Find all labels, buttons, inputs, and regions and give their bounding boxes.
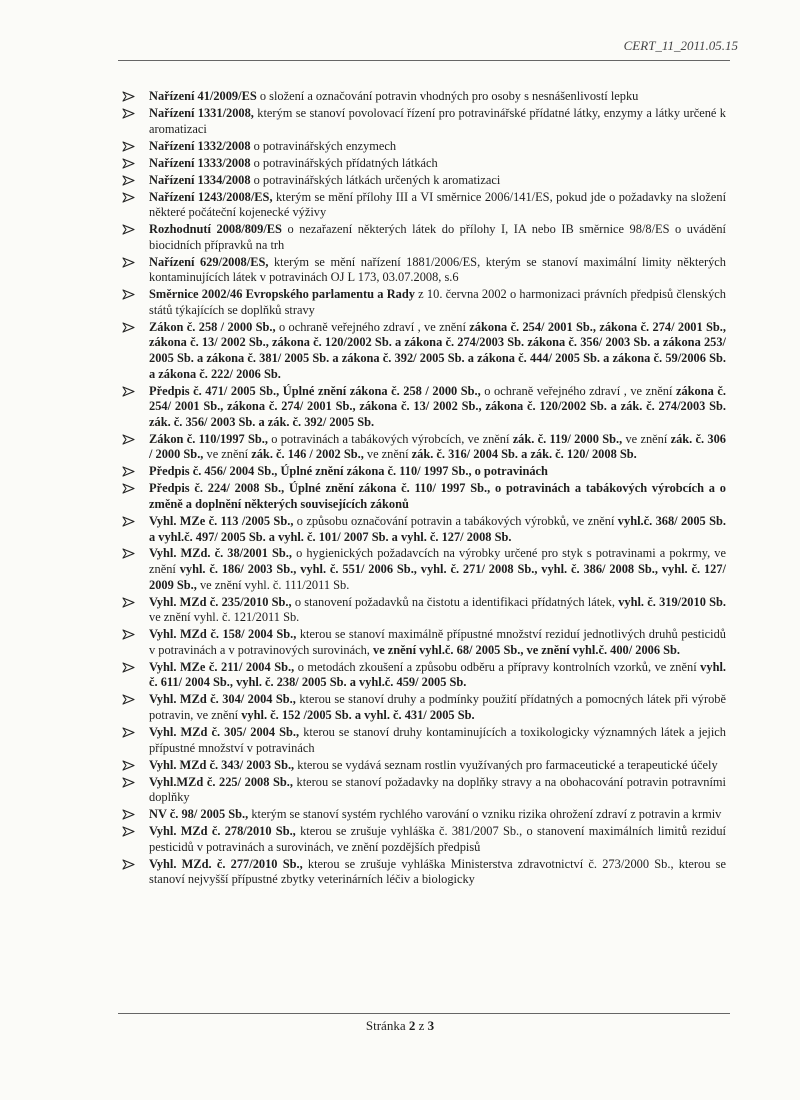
list-item: [118, 287, 726, 318]
item-title: zákona č. 254/ 2001 Sb., zákona č. 274/ 2001 Sb., zákona č. 13/ 2002 Sb., zákona č. 120/2002 Sb. a zák. č. 274/2003 Sb. zák. č. 356/ 2003 Sb. a zák. č. 392/ 2005 Sb.: [149, 383, 726, 429]
page-total: 3: [427, 1018, 435, 1033]
item-title: Nařízení 629/2008/ES,: [149, 254, 269, 269]
list-item: [118, 89, 726, 105]
item-text: o potravinách a tabákových výrobcích, ve znění: [267, 431, 513, 446]
arrow-bullet-icon: [122, 141, 135, 152]
list-item: [118, 464, 726, 480]
arrow-bullet-icon: [122, 516, 135, 527]
arrow-bullet-icon: [122, 322, 135, 333]
list-item: [118, 173, 726, 189]
item-text: o složení a označování potravin vhodných pro osoby s nesnášenlivostí lepku: [256, 89, 639, 103]
item-text: o potravinářských enzymech: [250, 138, 397, 153]
item-title: Zákon č. 110/1997 Sb.,: [149, 431, 268, 446]
item-text: o nezařazení některých látek do přílohy I, IA nebo IB směrnice 98/8/ES o uvádění biocidních přípravků na trh: [149, 222, 727, 252]
arrow-bullet-icon: [122, 91, 135, 102]
item-text: ve znění: [203, 447, 252, 462]
arrow-bullet-icon: [122, 662, 135, 673]
arrow-bullet-icon: [122, 158, 135, 169]
item-text: z 10. června 2002 o harmonizaci právních předpisů členských států týkajících se doplňků stravy: [149, 287, 726, 317]
item-text: o potravinářských přídatných látkách: [250, 155, 438, 170]
arrow-bullet-icon: [122, 289, 135, 300]
page-number: [0, 1018, 800, 1034]
page-label: Stránka: [365, 1018, 406, 1033]
list-item: [118, 546, 726, 593]
item-title: vyhl.č. 368/ 2005 Sb. a vyhl.č. 497/ 2005 Sb. a vyhl. č. 101/ 2007 Sb. a vyhl. č. 127/ 2008 Sb.: [149, 513, 726, 544]
item-title: Vyhl. MZd. č. 277/2010 Sb.,: [149, 856, 303, 871]
list-item: [118, 481, 726, 512]
item-title: Vyhl. MZd č. 343/ 2003 Sb.,: [149, 757, 295, 772]
list-item: [118, 106, 726, 137]
item-text: kterou se zrušuje vyhláška č. 381/2007 Sb., o stanovení maximálních limitů reziduí pesticidů v potravinách a surovinách, ve znění pozdějších předpisů: [149, 824, 727, 854]
arrow-bullet-icon: [122, 224, 135, 235]
item-title: ve znění vyhl.č. 68/ 2005 Sb., ve znění vyhl.č. 400/ 2006 Sb.: [373, 642, 681, 657]
list-item: [118, 156, 726, 172]
item-text: ve znění vyhl. č. 111/2011 Sb.: [196, 577, 350, 592]
list-item: [118, 190, 726, 221]
list-item: [118, 514, 726, 545]
item-text: o ochraně veřejného zdraví , ve znění: [480, 383, 676, 398]
page-current: 2: [408, 1018, 416, 1033]
item-text: kterým se mění přílohy III a VI směrnice 2006/141/ES, pokud jde o požadavky na složení některé počáteční kojenecké výživy: [149, 189, 727, 220]
item-title: Předpis č. 471/ 2005 Sb., Úplné znění zákona č. 258 / 2000 Sb.,: [149, 383, 481, 398]
item-title: Nařízení 1331/2008,: [149, 105, 254, 120]
arrow-bullet-icon: [122, 483, 135, 494]
list-item: [118, 660, 726, 691]
item-title: Vyhl. MZd č. 278/2010 Sb.,: [149, 824, 296, 839]
item-text: kterou se vydává seznam rostlin využívaných pro farmaceutické a terapeutické účely: [294, 757, 718, 772]
item-text: o způsobu označování potravin a tabákových výrobků, ve znění: [293, 513, 618, 528]
page-separator: z: [418, 1018, 425, 1033]
list-item: [118, 775, 726, 806]
list-item: [118, 857, 726, 888]
list-item: [118, 320, 726, 382]
item-title: vyhl. č. 186/ 2003 Sb., vyhl. č. 551/ 2006 Sb., vyhl. č. 271/ 2008 Sb., vyhl. č. 386/ 2008 Sb., vyhl. č. 127/ 2009 Sb.,: [149, 562, 726, 592]
item-text: kterým se stanoví systém rychlého varování o vzniku rizika ohrožení zdraví z potravin a krmiv: [248, 807, 722, 822]
arrow-bullet-icon: [122, 108, 135, 119]
arrow-bullet-icon: [122, 727, 135, 738]
item-text: kterou se stanoví požadavky na doplňky stravy a na obohacování potravin potravními doplňky: [149, 774, 726, 805]
item-text: kterou se stanoví druhy kontaminujících a toxikologicky významných látek a jejich přípustné množství v potravinách: [149, 724, 726, 755]
item-text: ve znění: [622, 431, 671, 446]
item-text: ve znění: [363, 447, 412, 462]
item-title: NV č. 98/ 2005 Sb.,: [149, 807, 249, 822]
arrow-bullet-icon: [122, 175, 135, 186]
item-title: Vyhl. MZd. č. 38/2001 Sb.,: [149, 546, 292, 561]
item-title: Vyhl. MZd č. 305/ 2004 Sb.,: [149, 724, 300, 739]
arrow-bullet-icon: [122, 597, 135, 608]
item-text: o ochraně veřejného zdraví , ve znění: [275, 319, 470, 334]
item-title: vyhl. č. 611/ 2004 Sb., vyhl. č. 238/ 2005 Sb. a vyhl.č. 459/ 2005 Sb.: [149, 659, 726, 690]
item-text: o stanovení požadavků na čistotu a identifikaci přídatných látek,: [291, 594, 619, 609]
arrow-bullet-icon: [122, 386, 135, 397]
item-title: zák. č. 119/ 2000 Sb.,: [512, 431, 623, 446]
item-text: o metodách zkoušení a způsobu odběru a přípravy kontrolních vzorků, ve znění: [294, 659, 701, 674]
item-title: Nařízení 1334/2008: [149, 172, 251, 187]
footer-rule: [118, 1013, 730, 1014]
item-title: vyhl. č. 319/2010 Sb.: [618, 594, 727, 609]
item-title: Vyhl.MZd č. 225/ 2008 Sb.,: [149, 774, 293, 789]
arrow-bullet-icon: [122, 629, 135, 640]
list-item: [118, 725, 726, 756]
item-title: Předpis č. 224/ 2008 Sb., Úplné znění zákona č. 110/ 1997 Sb., o potravinách a tabákových výrobcích a o změně a doplnění některých souvisejících zákonů: [149, 481, 726, 511]
legislation-list: [118, 89, 726, 889]
arrow-bullet-icon: [122, 694, 135, 705]
arrow-bullet-icon: [122, 777, 135, 788]
document-reference: CERT_11_2011.05.15: [623, 38, 738, 53]
arrow-bullet-icon: [122, 466, 135, 477]
list-item: [118, 627, 726, 658]
arrow-bullet-icon: [122, 859, 135, 870]
item-text: kterou se stanoví druhy a podmínky použití přídatných a pomocných látek při výrobě potravin, ve znění: [149, 692, 726, 722]
item-text: kterou se stanoví maximálně přípustné množství reziduí jednotlivých druhů pesticidů v potravinách a v potravinových surovinách,: [149, 627, 726, 657]
item-title: Vyhl. MZe č. 113 /2005 Sb.,: [149, 513, 294, 528]
item-title: Nařízení 41/2009/ES: [149, 89, 257, 103]
item-text: kterým se mění nařízení 1881/2006/ES, kterým se stanoví maximální limity některých kontaminujících látek v potravinách OJ L 173, 03.07.2008, s.6: [149, 254, 726, 285]
item-title: zák. č. 146 / 2002 Sb.,: [251, 447, 364, 462]
header-rule: [118, 60, 730, 61]
item-title: Vyhl. MZd č. 158/ 2004 Sb.,: [149, 627, 297, 642]
item-title: Vyhl. MZe č. 211/ 2004 Sb.,: [149, 659, 295, 674]
list-item: [118, 255, 726, 286]
item-title: Rozhodnutí 2008/809/ES: [149, 222, 282, 237]
item-title: Směrnice 2002/46 Evropského parlamentu a Rady: [149, 287, 415, 302]
arrow-bullet-icon: [122, 809, 135, 820]
arrow-bullet-icon: [122, 257, 135, 268]
list-item: [118, 139, 726, 155]
arrow-bullet-icon: [122, 760, 135, 771]
item-text: o potravinářských látkách určených k aromatizaci: [250, 172, 501, 187]
item-title: Nařízení 1333/2008: [149, 155, 251, 170]
item-text: ve znění vyhl. č. 121/2011 Sb.: [149, 610, 300, 625]
item-title: Předpis č. 456/ 2004 Sb., Úplné znění zákona č. 110/ 1997 Sb., o potravinách: [149, 464, 548, 479]
item-text: kterou se zrušuje vyhláška Ministerstva zdravotnictví č. 273/2000 Sb., kterou se stanoví nejvyšší přípustné zbytky veterinárních léčiv a biologicky: [149, 856, 726, 887]
list-item: [118, 807, 726, 823]
list-item: [118, 432, 726, 463]
arrow-bullet-icon: [122, 826, 135, 837]
list-item: [118, 758, 726, 774]
list-item: [118, 384, 726, 431]
item-title: zák. č. 316/ 2004 Sb. a zák. č. 120/ 2008 Sb.: [411, 447, 637, 462]
item-title: Vyhl. MZd č. 235/2010 Sb.,: [149, 594, 292, 609]
item-title: vyhl. č. 152 /2005 Sb. a vyhl. č. 431/ 2005 Sb.: [241, 707, 475, 722]
arrow-bullet-icon: [122, 192, 135, 203]
list-item: [118, 824, 726, 855]
item-title: Nařízení 1332/2008: [149, 138, 251, 153]
list-item: [118, 595, 726, 626]
arrow-bullet-icon: [122, 548, 135, 559]
item-text: o hygienických požadavcích na výrobky určené pro styk s potravinami a pokrmy, ve znění: [149, 546, 726, 577]
item-title: Vyhl. MZd č. 304/ 2004 Sb.,: [149, 692, 296, 707]
arrow-bullet-icon: [122, 434, 135, 445]
item-title: Zákon č. 258 / 2000 Sb.,: [149, 319, 276, 334]
list-item: [118, 222, 726, 253]
list-item: [118, 692, 726, 723]
item-title: zák. č. 306 / 2000 Sb.,: [149, 431, 727, 462]
item-title: zákona č. 254/ 2001 Sb., zákona č. 274/ 2001 Sb., zákona č. 13/ 2002 Sb., zákona č. 120/2002 Sb. a zákona č. 274/2003 Sb. zákona č. 356/ 2003 Sb. a zákona 253/ 2005 Sb. a zákona č. 381/ 2005 Sb. a zákona č. 392/ 2005 Sb. a zákona č. 444/ 2005 Sb. a zákona č. 59/2006 Sb. a zákona č. 222/ 2006 Sb.: [149, 319, 727, 381]
item-title: Nařízení 1243/2008/ES,: [149, 189, 273, 204]
item-text: kterým se stanoví povolovací řízení pro potravinářské přídatné látky, enzymy a látky určené k aromatizaci: [149, 105, 726, 136]
